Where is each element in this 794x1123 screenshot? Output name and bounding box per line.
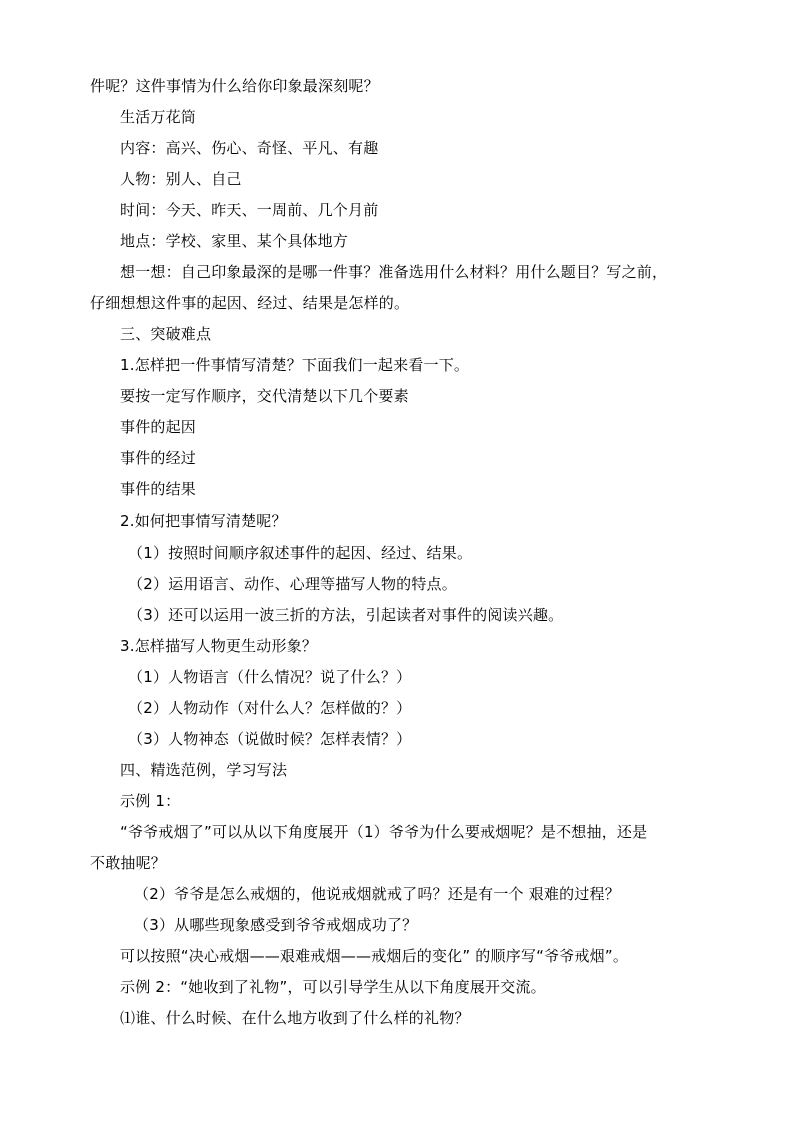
text-line-example-1: 示例 1： <box>120 792 181 810</box>
text-line-example-1-3: （3）从哪些现象感受到爷爷戒烟成功了？ <box>134 916 418 934</box>
text-line-think-cont: 仔细想想这件事的起因、经过、结果是怎样的。 <box>90 294 410 312</box>
section-heading-3: 三、突破难点 <box>120 325 212 343</box>
text-line-example-1-cont: 不敢抽呢？ <box>90 854 167 872</box>
text-line-elements: 要按一定写作顺序，交代清楚以下几个要素 <box>120 387 409 405</box>
text-line-3-1: （1）人物语言（什么情况？说了什么？） <box>128 668 412 686</box>
text-line-process: 事件的经过 <box>120 449 197 467</box>
text-line-example-1-order: 可以按照“决心戒烟——艰难戒烟——戒烟后的变化” 的顺序写“爷爷戒烟”。 <box>120 947 629 965</box>
heading-life-kaleidoscope: 生活万花筒 <box>120 108 197 126</box>
text-line-1: 件呢？这件事情为什么给你印象最深刻呢？ <box>90 77 379 95</box>
text-line-3-2: （2）人物动作（对什么人？怎样做的？） <box>128 699 412 717</box>
text-line-item-2: 2.如何把事情写清楚呢？ <box>120 512 287 530</box>
text-line-example-2: 示例 2：“她收到了礼物”，可以引导学生从以下角度展开交流。 <box>120 978 546 996</box>
text-line-item-3: 3.怎样描写人物更生动形象？ <box>120 637 318 655</box>
text-line-content: 内容：高兴、伤心、奇怪、平凡、有趣 <box>120 139 379 157</box>
text-line-example-1-2: （2）爷爷是怎么戒烟的，他说戒烟就戒了吗？还是有一个 艰难的过程？ <box>134 885 620 903</box>
text-line-result: 事件的结果 <box>120 480 197 498</box>
text-line-think: 想一想：自己印象最深的是哪一件事？准备选用什么材料？用什么题目？写之前， <box>120 263 668 281</box>
text-line-2-3: （3）还可以运用一波三折的方法，引起读者对事件的阅读兴趣。 <box>128 606 564 624</box>
text-line-item-1: 1.怎样把一件事情写清楚？下面我们一起来看一下。 <box>120 356 470 374</box>
text-line-example-2-1: ⑴谁、什么时候、在什么地方收到了什么样的礼物？ <box>120 1009 470 1027</box>
text-line-people: 人物：别人、自己 <box>120 170 242 188</box>
text-line-place: 地点：学校、家里、某个具体地方 <box>120 232 349 250</box>
text-line-cause: 事件的起因 <box>120 418 197 436</box>
text-line-2-2: （2）运用语言、动作、心理等描写人物的特点。 <box>128 575 457 593</box>
section-heading-4: 四、精选范例，学习写法 <box>120 761 288 779</box>
text-line-3-3: （3）人物神态（说做时候？怎样表情？） <box>128 730 412 748</box>
text-line-2-1: （1）按照时间顺序叙述事件的起因、经过、结果。 <box>128 544 473 562</box>
text-line-time: 时间：今天、昨天、一周前、几个月前 <box>120 201 379 219</box>
text-line-example-1-body: “爷爷戒烟了”可以从以下角度展开（1）爷爷为什么要戒烟呢？是不想抽，还是 <box>120 823 648 841</box>
